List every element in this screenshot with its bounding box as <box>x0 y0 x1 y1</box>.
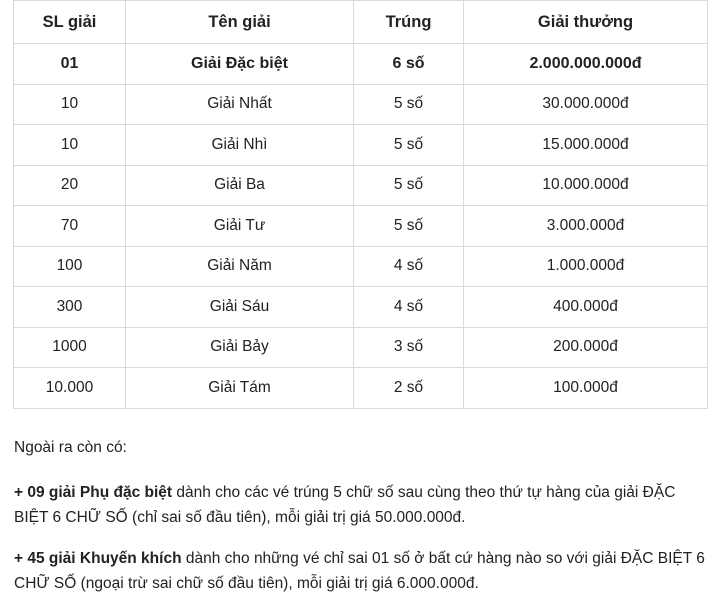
cell-matching-digits: 2 số <box>354 368 464 409</box>
table-row <box>14 327 708 368</box>
table-body <box>14 44 708 409</box>
note-consolation-prize <box>14 546 706 596</box>
cell-quantity: 1000 <box>14 327 126 368</box>
notes-intro: Ngoài ra còn có: <box>14 438 127 456</box>
cell-prize-name: Giải Tư <box>126 206 354 247</box>
cell-prize-name: Giải Tám <box>126 368 354 409</box>
note-special-sub-prize-label: + 09 giải Phụ đặc biệt <box>14 483 173 501</box>
cell-prize-value: 2.000.000.000đ <box>464 44 708 85</box>
cell-prize-name: Giải Đặc biệt <box>126 44 354 85</box>
cell-matching-digits: 5 số <box>354 206 464 247</box>
note-special-sub-prize-text: dành cho các vé trúng 5 chữ số sau cùng theo thứ tự hàng của giải ĐẶC BIỆT 6 CHỮ SỐ (chỉ sai số đầu tiên), mỗi giải trị giá 50.000.000đ. <box>14 483 676 526</box>
column-header-prize-value: Giải thưởng <box>464 1 708 44</box>
cell-matching-digits: 5 số <box>354 125 464 166</box>
cell-matching-digits: 4 số <box>354 246 464 287</box>
additional-notes <box>0 435 720 597</box>
cell-prize-name: Giải Sáu <box>126 287 354 328</box>
cell-prize-value: 10.000.000đ <box>464 165 708 206</box>
column-header-matching-digits: Trúng <box>354 1 464 44</box>
cell-matching-digits: 4 số <box>354 287 464 328</box>
cell-quantity: 100 <box>14 246 126 287</box>
cell-quantity: 10.000 <box>14 368 126 409</box>
cell-prize-name: Giải Năm <box>126 246 354 287</box>
cell-prize-value: 1.000.000đ <box>464 246 708 287</box>
cell-quantity: 70 <box>14 206 126 247</box>
column-header-prize-name: Tên giải <box>126 1 354 44</box>
table-row <box>14 206 708 247</box>
cell-prize-value: 15.000.000đ <box>464 125 708 166</box>
cell-matching-digits: 6 số <box>354 44 464 85</box>
cell-prize-value: 100.000đ <box>464 368 708 409</box>
table-row <box>14 84 708 125</box>
cell-quantity: 10 <box>14 125 126 166</box>
table-row <box>14 368 708 409</box>
prize-structure-table <box>13 0 708 409</box>
cell-matching-digits: 5 số <box>354 165 464 206</box>
cell-matching-digits: 3 số <box>354 327 464 368</box>
cell-prize-name: Giải Nhất <box>126 84 354 125</box>
cell-quantity: 10 <box>14 84 126 125</box>
column-header-quantity: SL giải <box>14 1 126 44</box>
table-row <box>14 165 708 206</box>
table-row <box>14 44 708 85</box>
cell-prize-value: 200.000đ <box>464 327 708 368</box>
table-row <box>14 287 708 328</box>
cell-matching-digits: 5 số <box>354 84 464 125</box>
table-header-row <box>14 1 708 44</box>
cell-prize-name: Giải Nhì <box>126 125 354 166</box>
cell-prize-value: 400.000đ <box>464 287 708 328</box>
cell-prize-value: 30.000.000đ <box>464 84 708 125</box>
note-consolation-prize-text: dành cho những vé chỉ sai 01 số ở bất cứ hàng nào so với giải ĐẶC BIỆT 6 CHỮ SỐ (ngoại trừ sai chữ số đầu tiên), mỗi giải trị giá 6.000.000đ. <box>14 549 705 592</box>
cell-prize-value: 3.000.000đ <box>464 206 708 247</box>
table-header <box>14 1 708 44</box>
cell-prize-name: Giải Bảy <box>126 327 354 368</box>
table-row <box>14 125 708 166</box>
cell-prize-name: Giải Ba <box>126 165 354 206</box>
table-row <box>14 246 708 287</box>
note-consolation-prize-label: + 45 giải Khuyến khích <box>14 549 182 567</box>
cell-quantity: 20 <box>14 165 126 206</box>
cell-quantity: 300 <box>14 287 126 328</box>
cell-quantity: 01 <box>14 44 126 85</box>
note-special-sub-prize <box>14 480 706 530</box>
